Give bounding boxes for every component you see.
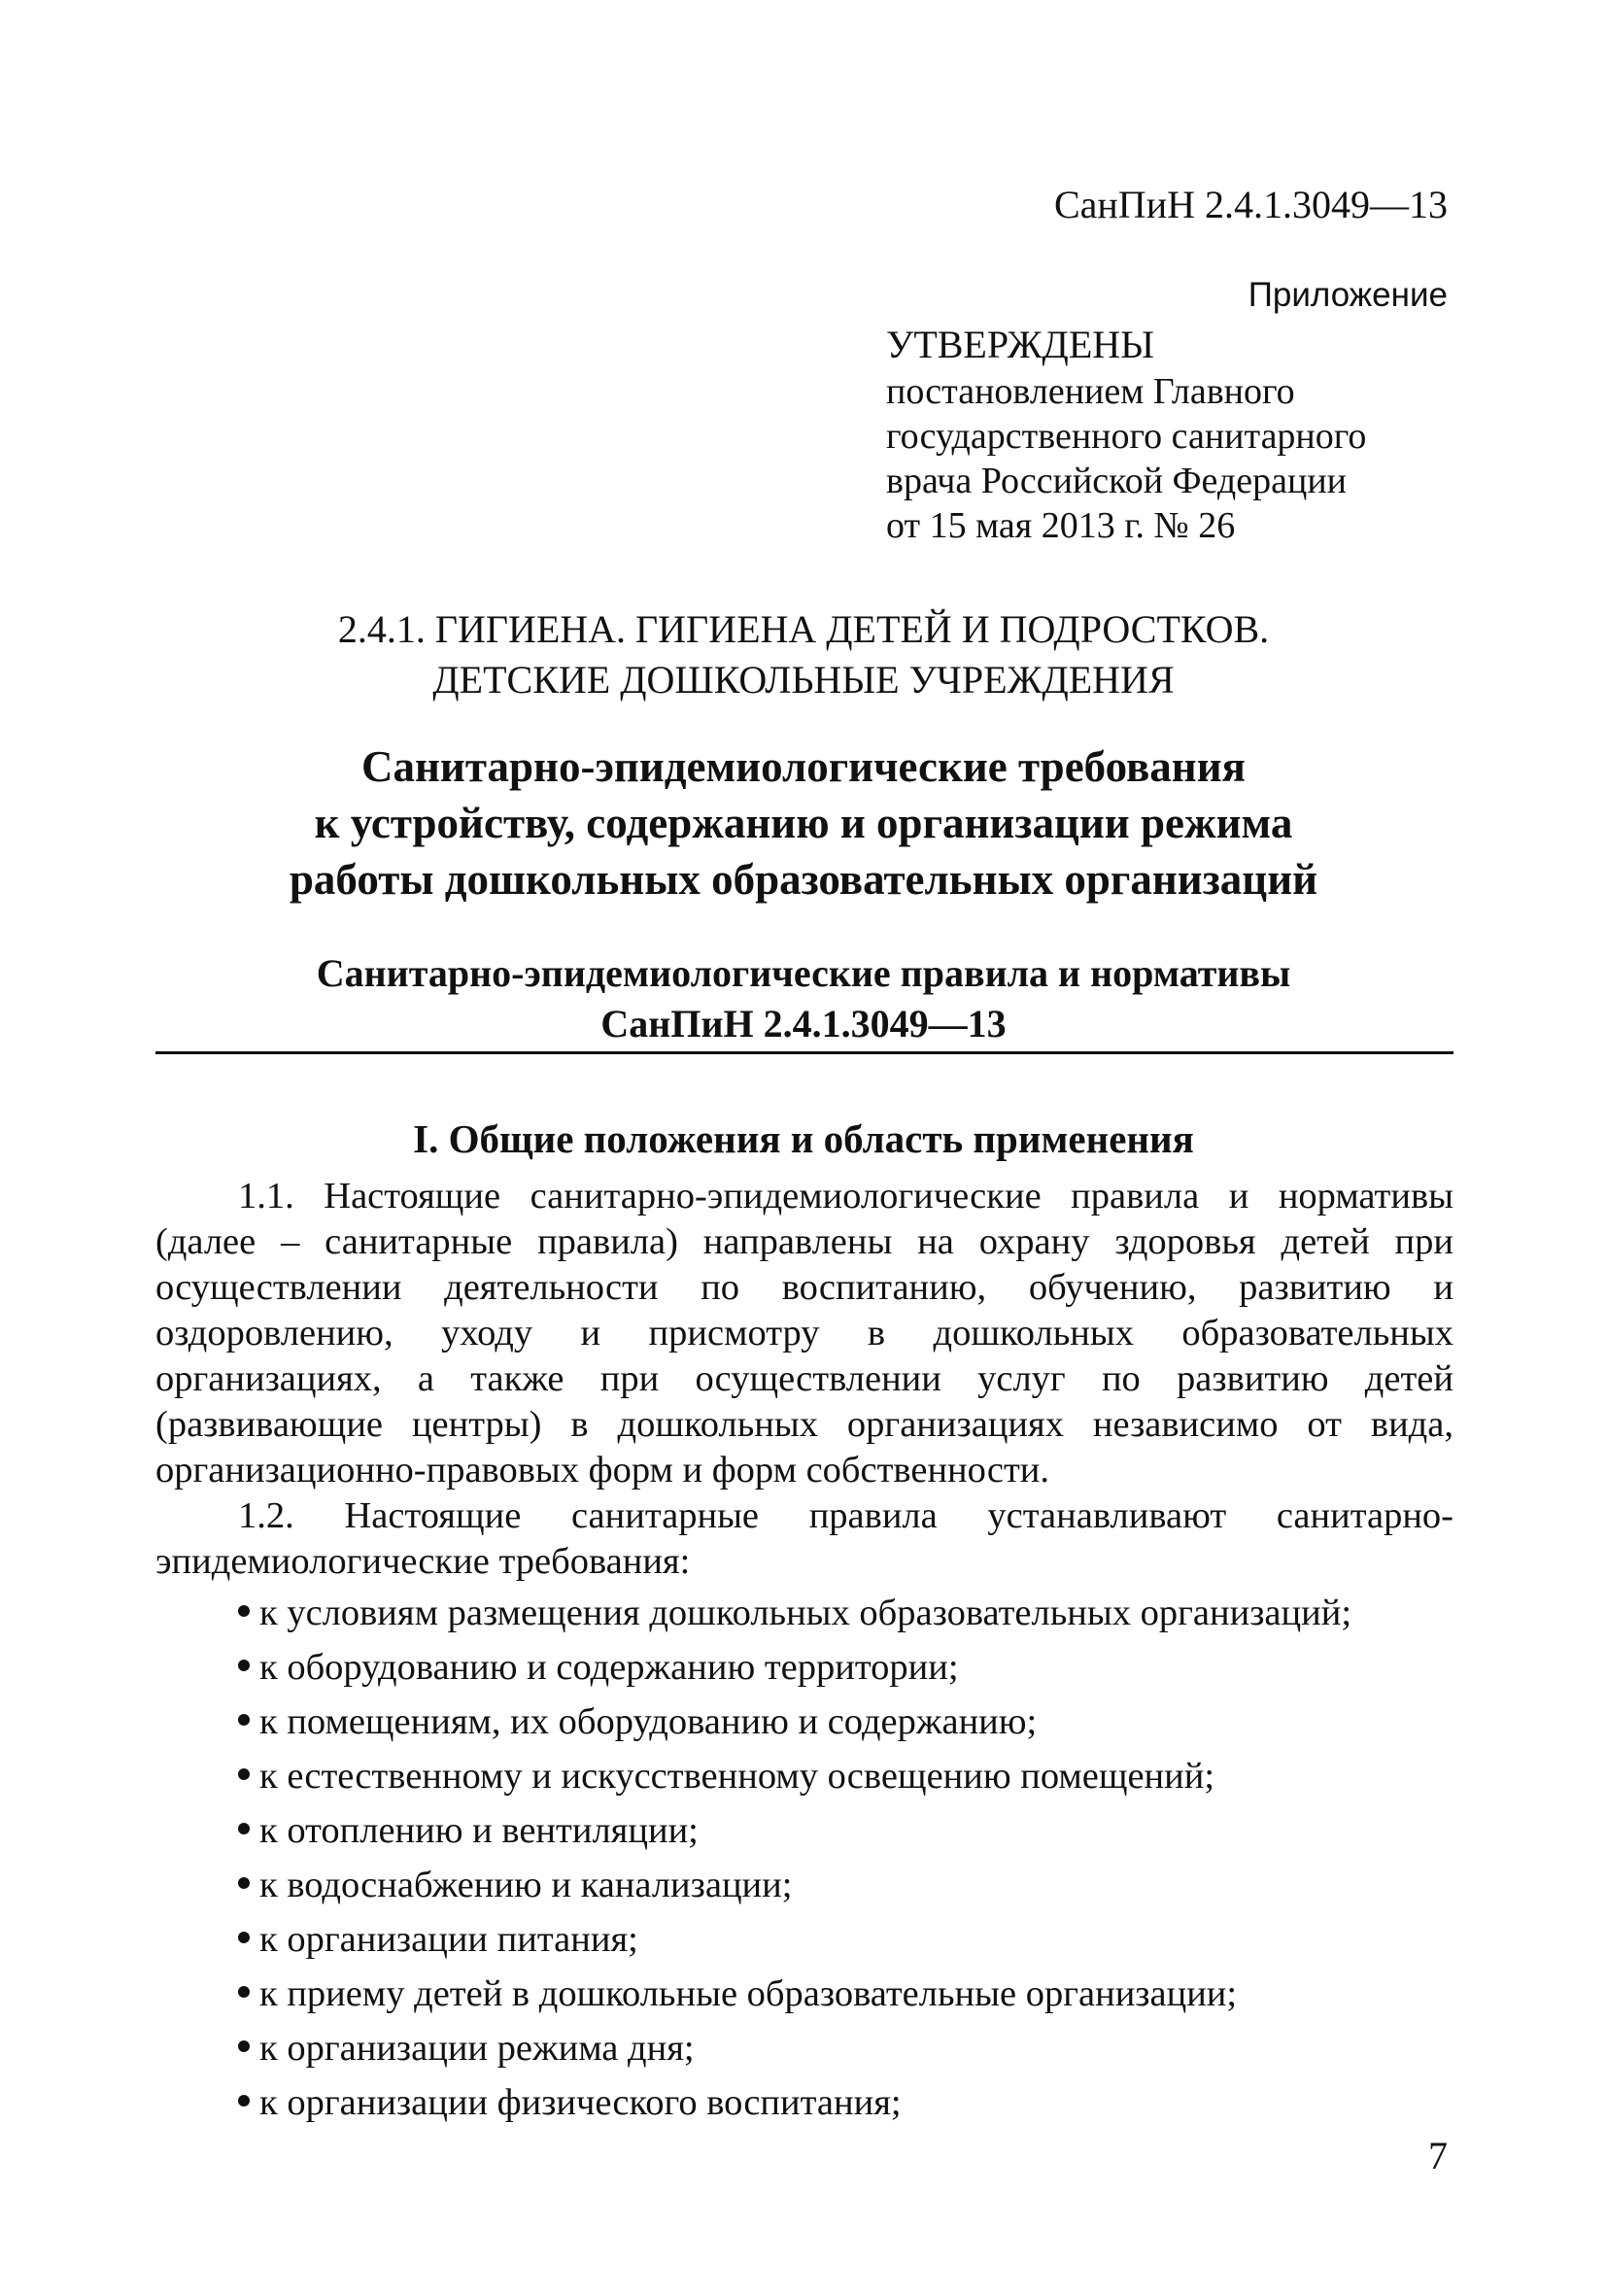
- list-item: [238, 1695, 1462, 1749]
- bullet-icon: [238, 1605, 250, 1617]
- list-item-text: к водоснабжению и канализации;: [259, 1865, 793, 1905]
- list-item: [238, 1803, 1462, 1858]
- approved-label: УТВЕРЖДЕНЫ: [886, 323, 1155, 366]
- list-item: [238, 1640, 1462, 1695]
- horizontal-rule: [155, 1051, 1453, 1054]
- list-item-text: к приему детей в дошкольные образовательные организации;: [259, 1973, 1238, 2014]
- list-item-text: к помещениям, их оборудованию и содержанию;: [259, 1701, 1038, 1742]
- bullet-icon: [238, 1714, 250, 1726]
- paragraph-1-1: 1.1. Настоящие санитарно-эпидемиологические правила и нормативы (далее – санитарные правила) направлены на охрану здоровья детей при осуществлении деятельности по воспитанию, обучению, развитию и оздоровлению, уходу и присмотру в дошкольных образовательных организациях, а также при осуществлении услуг по развитию детей (развивающие центры) в дошкольных организациях независимо от вида, организационно-правовых форм и форм собственности.: [155, 1176, 1453, 1491]
- chapter-heading: I. Общие положения и область применения: [413, 1116, 1194, 1161]
- list-item: [238, 1912, 1462, 1967]
- approval-line: государственного санитарного: [886, 416, 1367, 457]
- bullet-icon: [238, 1768, 250, 1780]
- main-title-line: к устройству, содержанию и организации режима: [314, 799, 1293, 847]
- list-item-text: к организации физического воспитания;: [259, 2082, 902, 2123]
- approval-block: [886, 321, 1469, 548]
- list-item: [238, 2075, 1462, 2130]
- bullet-icon: [238, 1660, 250, 1671]
- sub-title-line: Санитарно-эпидемиологические правила и нормативы: [316, 951, 1291, 995]
- list-item: [238, 1967, 1462, 2021]
- list-item: [238, 1586, 1462, 1640]
- bullet-icon: [238, 1986, 250, 1998]
- section-header-line: 2.4.1. ГИГИЕНА. ГИГИЕНА ДЕТЕЙ И ПОДРОСТКОВ.: [337, 607, 1270, 651]
- list-item: [238, 1858, 1462, 1912]
- list-item-text: к организации питания;: [259, 1919, 638, 1960]
- main-title: [155, 738, 1452, 908]
- sub-title-line: СанПиН 2.4.1.3049—13: [600, 1002, 1007, 1045]
- approval-line: постановлением Главного: [886, 371, 1295, 412]
- section-header: [155, 604, 1452, 705]
- bullet-icon: [238, 2040, 250, 2052]
- list-item: [238, 2021, 1462, 2075]
- page-number: 7: [1428, 2134, 1448, 2177]
- requirements-list: [238, 1586, 1462, 2130]
- paragraph-1-2: 1.2. Настоящие санитарные правила устанавливают санитарно-эпидемиологические требования:: [155, 1495, 1453, 1582]
- bullet-icon: [238, 1877, 250, 1889]
- list-item-text: к естественному и искусственному освещению помещений;: [259, 1756, 1215, 1797]
- section-header-line: ДЕТСКИЕ ДОШКОЛЬНЫЕ УЧРЕЖДЕНИЯ: [432, 658, 1175, 702]
- main-title-line: работы дошкольных образовательных организаций: [289, 855, 1318, 904]
- list-item-text: к организации режима дня;: [259, 2028, 695, 2069]
- sub-title: [155, 948, 1452, 1049]
- list-item-text: к условиям размещения дошкольных образовательных организаций;: [259, 1593, 1352, 1633]
- approval-date-line: от 15 мая 2013 г. № 26: [886, 505, 1236, 546]
- document-code: СанПиН 2.4.1.3049—13: [1053, 183, 1448, 226]
- bullet-icon: [238, 1932, 250, 1943]
- appendix-label: Приложение: [1248, 276, 1448, 314]
- list-item: [238, 1749, 1462, 1803]
- approval-line: врача Российской Федерации: [886, 461, 1347, 501]
- list-item-text: к оборудованию и содержанию территории;: [259, 1647, 959, 1688]
- bullet-icon: [238, 2095, 250, 2107]
- list-item-text: к отоплению и вентиляции;: [259, 1810, 699, 1851]
- main-title-line: Санитарно-эпидемиологические требования: [361, 742, 1246, 791]
- bullet-icon: [238, 1823, 250, 1834]
